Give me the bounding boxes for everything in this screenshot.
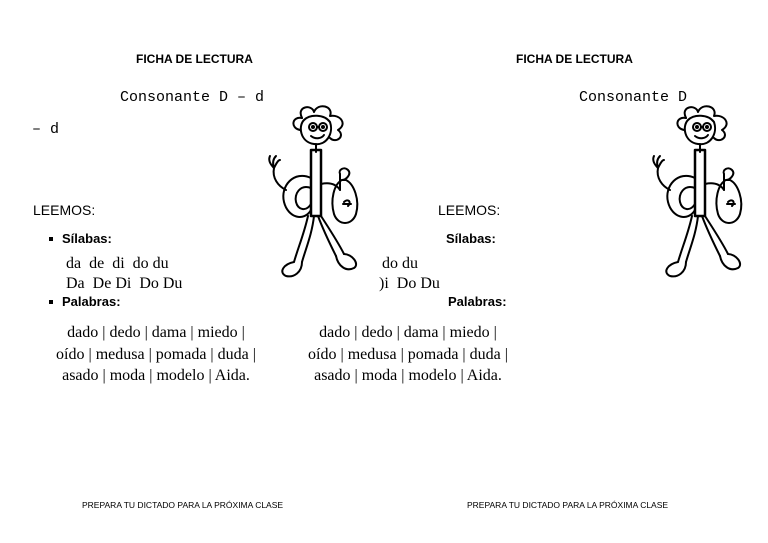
right-footer-note: PREPARA TU DICTADO PARA LA PRÓXIMA CLASE (467, 500, 669, 510)
right-title: FICHA DE LECTURA (516, 52, 633, 66)
left-silabas-bullet (49, 231, 112, 246)
right-silabas-upper: )i Do Du (379, 275, 440, 292)
left-consonant-heading: Consonante D – d (120, 89, 265, 106)
bullet-icon (49, 237, 53, 241)
right-palabras-line-3: asado | moda | modelo | Aida. (314, 367, 502, 384)
left-silabas-lower: da de di do du (66, 255, 169, 272)
left-silabas-label: Sílabas: (62, 231, 112, 246)
left-palabras-line-3: asado | moda | modelo | Aida. (62, 367, 250, 384)
left-palabras-line-1: dado | dedo | dama | miedo | (67, 324, 245, 341)
left-palabras-bullet (49, 294, 121, 309)
left-title: FICHA DE LECTURA (136, 52, 253, 66)
left-palabras-label: Palabras: (62, 294, 121, 309)
left-silabas-upper: Da De Di Do Du (66, 275, 183, 292)
letter-d-character-icon-right (648, 104, 748, 294)
right-silabas-label: Sílabas: (446, 231, 496, 246)
letter-d-character-icon (264, 104, 364, 294)
right-consonant-heading: Consonante D (579, 89, 688, 106)
right-palabras-line-1: dado | dedo | dama | miedo | (319, 324, 497, 341)
left-consonant-heading-wrap: – d (32, 121, 60, 138)
right-palabras-line-2: oído | medusa | pomada | duda | (308, 346, 508, 363)
right-silabas-lower: do du (382, 255, 418, 272)
left-palabras-line-2: oído | medusa | pomada | duda | (56, 346, 256, 363)
left-footer-note: PREPARA TU DICTADO PARA LA PRÓXIMA CLASE (82, 500, 284, 510)
right-leemos-label: LEEMOS: (438, 202, 501, 218)
right-palabras-label: Palabras: (448, 294, 507, 309)
left-leemos-label: LEEMOS: (33, 202, 96, 218)
bullet-icon (49, 300, 53, 304)
